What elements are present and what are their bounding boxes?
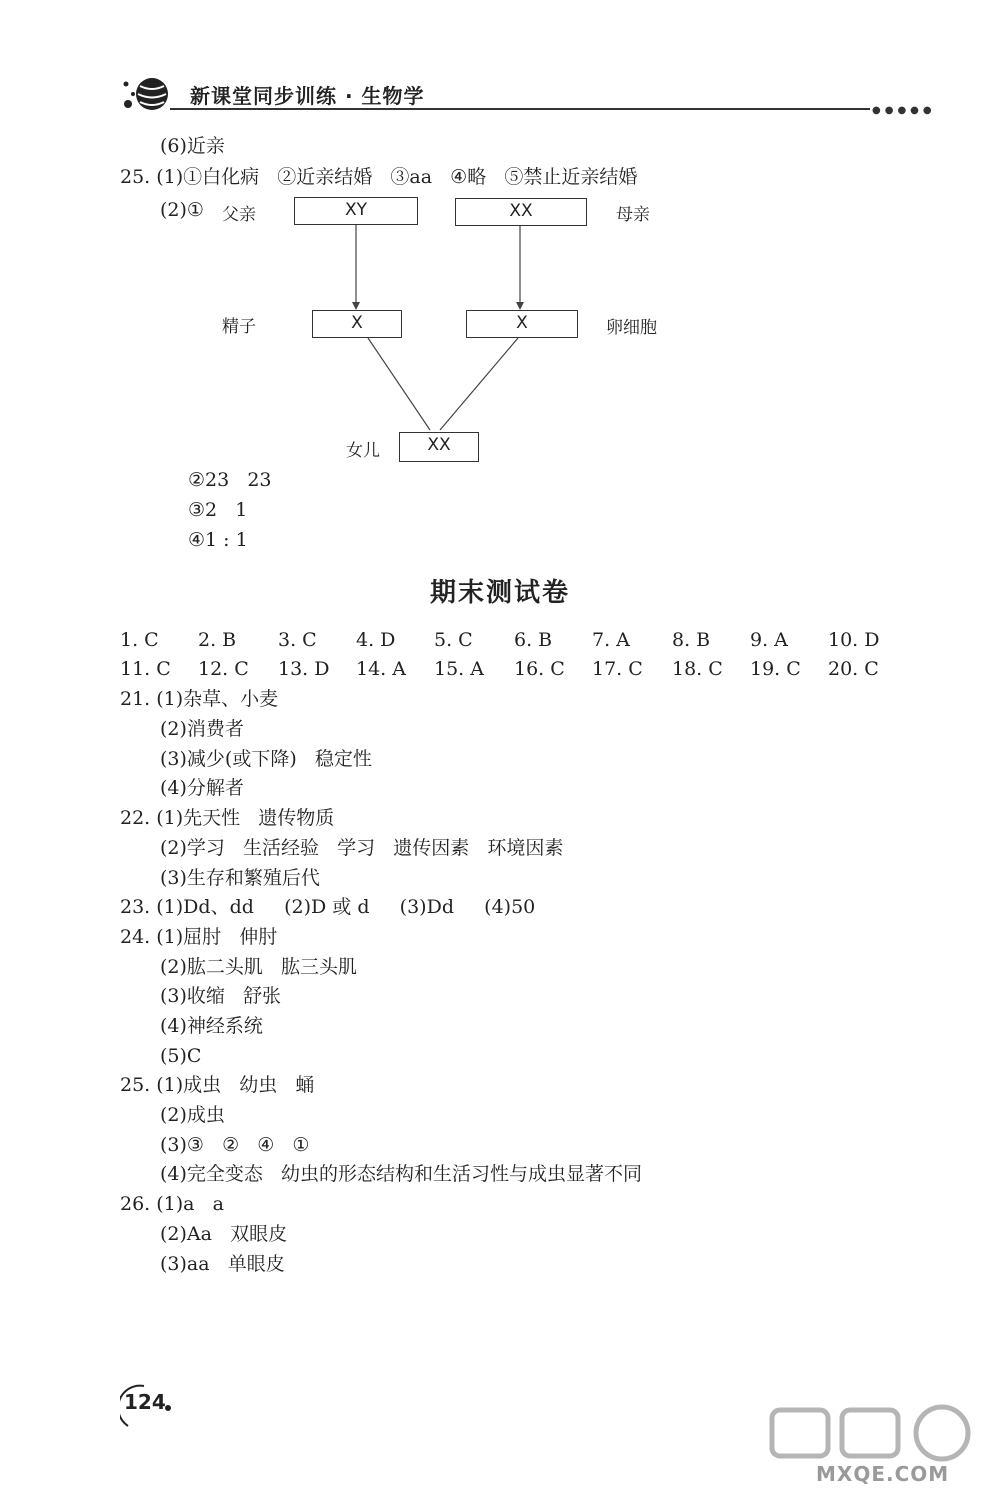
- answer-line: 25. (1)成虫 幼虫 蛹: [120, 1074, 315, 1096]
- sperm-label: 精子: [222, 317, 256, 337]
- answer-line: (3)生存和繁殖后代: [160, 867, 320, 889]
- choice-answer: 9. A: [750, 629, 788, 651]
- choice-answer: 7. A: [592, 629, 630, 651]
- answer-line: (4)完全变态 幼虫的形态结构和生活习性与成虫显著不同: [160, 1163, 643, 1185]
- answer-line: (3)收缩 舒张: [160, 985, 282, 1007]
- mother-genotype-box: XX: [455, 198, 587, 226]
- choice-answer: 3. C: [278, 629, 317, 651]
- sperm-box: X: [312, 310, 402, 338]
- answer-line: (3)减少(或下降) 稳定性: [160, 748, 372, 770]
- choice-answer: 13. D: [278, 658, 330, 680]
- choice-answer: 8. B: [672, 629, 711, 651]
- choice-answer: 12. C: [198, 658, 249, 680]
- answer-line: 23. (1)Dd、dd (2)D 或 d (3)Dd (4)50: [120, 896, 536, 918]
- answer-line: (6)近亲: [160, 135, 225, 157]
- choice-answer: 17. C: [592, 658, 643, 680]
- answer-line: 25. (1)①白化病 ②近亲结婚 ③aa ④略 ⑤禁止近亲结婚: [120, 166, 638, 188]
- egg-box: X: [466, 310, 578, 338]
- section-title: 期末测试卷: [429, 578, 570, 608]
- answer-line: 26. (1)a a: [120, 1193, 224, 1215]
- header-dots: ●●●●●: [872, 105, 936, 116]
- answer-line: (2)①: [160, 199, 204, 221]
- answer-line: (2)成虫: [160, 1104, 225, 1126]
- choice-answer: 16. C: [514, 658, 565, 680]
- answer-line: (5)C: [160, 1045, 202, 1067]
- mother-label: 母亲: [616, 205, 650, 225]
- answer-line: (3)aa 单眼皮: [160, 1253, 285, 1275]
- father-genotype-box: XY: [294, 197, 418, 225]
- choice-answer: 11. C: [120, 658, 171, 680]
- daughter-label: 女儿: [346, 441, 380, 461]
- page-number: 124: [124, 1390, 166, 1414]
- choice-answer: 14. A: [356, 658, 406, 680]
- choice-answer: 20. C: [828, 658, 879, 680]
- choice-answer: 5. C: [434, 629, 473, 651]
- answer-line: ③2 1: [188, 499, 248, 521]
- answer-line: (2)Aa 双眼皮: [160, 1223, 288, 1245]
- daughter-box: XX: [399, 432, 479, 462]
- answer-line: (4)分解者: [160, 777, 244, 799]
- answer-line: (2)消费者: [160, 718, 244, 740]
- choice-answer: 2. B: [198, 629, 237, 651]
- choice-answer: 6. B: [514, 629, 553, 651]
- choice-answer: 18. C: [672, 658, 723, 680]
- answer-line: 21. (1)杂草、小麦: [120, 688, 279, 710]
- answer-line: (2)肱二头肌 肱三头肌: [160, 956, 358, 978]
- answer-line: ②23 23: [188, 469, 272, 491]
- header-title: 新课堂同步训练 · 生物学: [190, 84, 425, 108]
- egg-label: 卵细胞: [606, 318, 657, 338]
- answer-line: (4)神经系统: [160, 1015, 263, 1037]
- choice-answer: 19. C: [750, 658, 801, 680]
- inheritance-diagram-lines: [0, 0, 1000, 500]
- answer-line: ④1 : 1: [188, 529, 248, 551]
- answer-line: (2)学习 生活经验 学习 遗传因素 环境因素: [160, 837, 564, 859]
- choice-answer: 15. A: [434, 658, 484, 680]
- answer-line: 24. (1)屈肘 伸肘: [120, 926, 278, 948]
- choice-answer: 1. C: [120, 629, 159, 651]
- watermark-text: MXQE.COM: [816, 1462, 950, 1486]
- answer-line: 22. (1)先天性 遗传物质: [120, 807, 335, 829]
- answer-line: (3)③ ② ④ ①: [160, 1134, 310, 1156]
- choice-answer: 4. D: [356, 629, 396, 651]
- father-label: 父亲: [222, 205, 256, 225]
- choice-answer: 10. D: [828, 629, 880, 651]
